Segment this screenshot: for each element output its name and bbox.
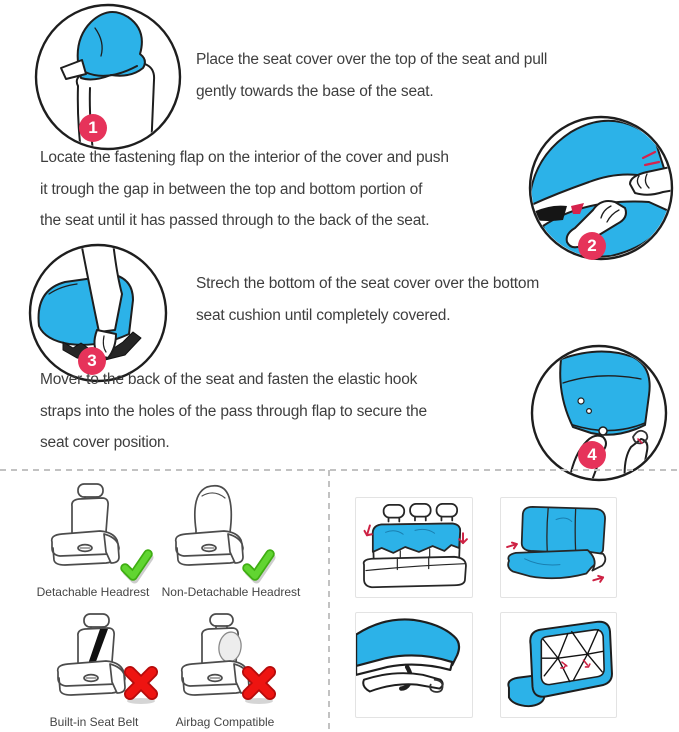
step-2-line-3: the seat until it has passed through to the back of the seat. [40,212,430,229]
step-3-number: 3 [87,351,97,370]
seat-cover-over-top-icon [33,2,183,152]
bench-fully-covered-icon [501,498,616,597]
bench-panel-pull-cover [355,497,473,598]
step-4-line-3: seat cover position. [40,434,170,451]
cross-icon [238,662,280,711]
step-2-badge [578,232,606,260]
step-4-badge [578,441,606,469]
bench-panel-straps-back [500,612,617,718]
step-3-line-2: seat cushion until completely covered. [196,306,451,324]
pull-cover-over-bench-icon [356,498,472,597]
crisscross-straps-back-icon [501,613,616,717]
step-1-number: 1 [88,118,98,137]
bench-panel-hook-strap [355,612,473,718]
step-4-number: 4 [587,445,597,464]
check-icon [238,546,276,589]
step-4-text [40,364,427,459]
step-2-text [40,142,449,237]
check-icon [116,546,154,589]
step-1-illustration [33,2,183,152]
step-1-line-1: Place the seat cover over the top of the seat and pull [196,51,548,68]
bench-panel-covered [500,497,617,598]
step-1-line-2: gently towards the base of the seat. [196,82,434,100]
horizontal-dashed-divider [0,469,679,471]
step-4-line-2: straps into the holes of the pass through flap to secure the [40,402,427,420]
step-3-line-1: Strech the bottom of the seat cover over the bottom [196,275,540,292]
compat-label-airbag-compatible: Airbag Compatible [175,715,275,729]
step-1-badge [79,114,107,142]
step-4-line-1: Mover to the back of the seat and fasten the elastic hook [40,371,418,388]
step-2-line-2: it trough the gap in between the top and bottom portion of [40,180,423,198]
hook-strap-under-seat-icon [356,613,472,717]
step-2-line-1: Locate the fastening flap on the interior of the cover and push [40,149,449,166]
step-1-text [196,44,547,107]
step-3-text [196,268,539,331]
step-2-number: 2 [587,236,597,255]
cross-icon [120,662,162,711]
vertical-dashed-divider [328,470,330,732]
compat-label-non-detachable-headrest: Non-Detachable Headrest [161,585,301,599]
compat-label-detachable-headrest: Detachable Headrest [36,585,150,599]
compat-label-built-in-seat-belt: Built-in Seat Belt [49,715,139,729]
